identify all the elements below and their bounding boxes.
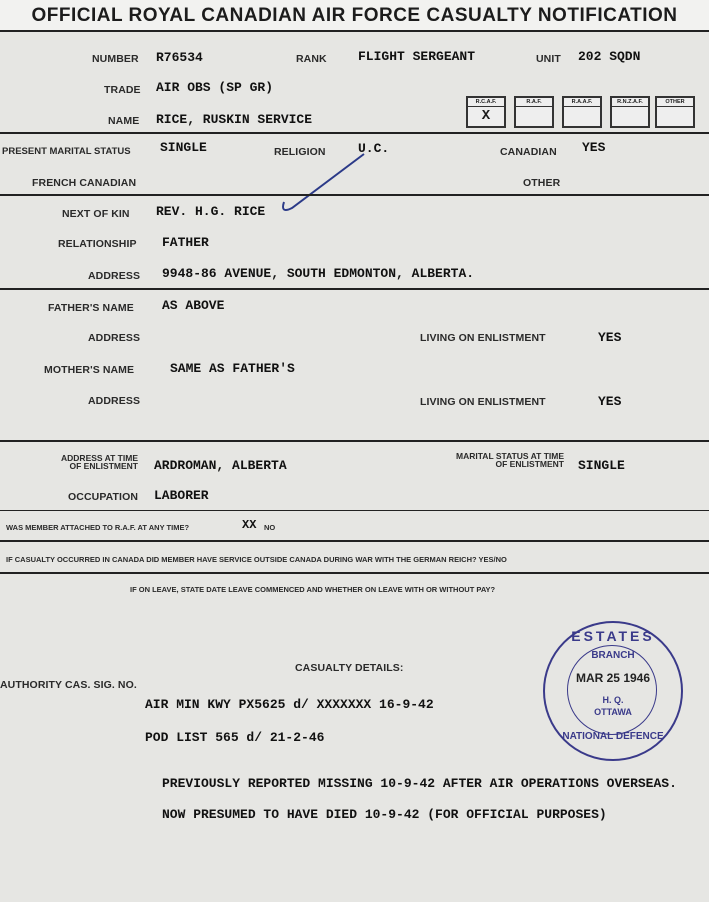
form-title: OFFICIAL ROYAL CANADIAN AIR FORCE CASUALTY NOTIFICATION	[0, 0, 709, 32]
address-value: 9948-86 AVENUE, SOUTH EDMONTON, ALBERTA.	[162, 266, 475, 281]
stamp-hq: H. Q.	[602, 695, 624, 705]
canadian-label: CANADIAN	[500, 146, 557, 158]
casualty-line-4: NOW PRESUMED TO HAVE DIED 10-9-42 (FOR OFFICIAL PURPOSES)	[162, 807, 607, 822]
number-value: R76534	[156, 50, 203, 65]
mother-living-label: LIVING ON ENLISTMENT	[420, 396, 546, 408]
trade-label: TRADE	[104, 84, 141, 96]
father-living-value: YES	[598, 330, 622, 345]
marital-status-label: PRESENT MARITAL STATUS	[2, 146, 131, 157]
service-box-raaf	[562, 96, 602, 128]
stamp-branch: BRANCH	[591, 650, 635, 661]
relationship-value: FATHER	[162, 235, 209, 250]
occupation-label: OCCUPATION	[68, 491, 139, 503]
occupation-value: LABORER	[154, 488, 209, 503]
casualty-line-3: PREVIOUSLY REPORTED MISSING 10-9-42 AFTER AIR OPERATIONS OVERSEAS.	[162, 776, 677, 791]
divider	[0, 194, 709, 196]
box-label: OTHER	[657, 98, 693, 107]
other-label: OTHER	[523, 177, 561, 189]
leave-question: IF ON LEAVE, STATE DATE LEAVE COMMENCED AND WHETHER ON LEAVE WITH OR WITHOUT PAY?	[130, 585, 496, 594]
check-mark-icon	[278, 150, 368, 216]
name-label: NAME	[108, 115, 140, 127]
service-box-rnzaf	[610, 96, 650, 128]
raf-answer-struck: XX	[242, 518, 257, 532]
casualty-line-1: AIR MIN KWY PX5625 d/ XXXXXXX 16-9-42	[145, 697, 434, 712]
raf-question: WAS MEMBER ATTACHED TO R.A.F. AT ANY TIME?	[6, 523, 190, 532]
outside-canada-question: IF CASUALTY OCCURRED IN CANADA DID MEMBER HAVE SERVICE OUTSIDE CANADA DURING WAR WITH THE GERMAN REICH? YES/NO	[6, 555, 507, 564]
divider	[0, 440, 709, 442]
label-line: MARITAL STATUS AT TIME	[456, 451, 564, 461]
stamp-top: ESTATES	[571, 628, 655, 644]
box-label: R.A.A.F.	[564, 98, 600, 107]
stamp-bottom: NATIONAL DEFENCE	[562, 731, 664, 742]
trade-value: AIR OBS (SP GR)	[156, 80, 274, 95]
address-enlistment-value: ARDROMAN, ALBERTA	[154, 458, 287, 473]
marital-status-value: SINGLE	[160, 140, 207, 155]
mothers-name-label: MOTHER'S NAME	[44, 364, 135, 376]
unit-value: 202 SQDN	[578, 49, 641, 64]
casualty-heading: CASUALTY DETAILS:	[295, 662, 404, 674]
fathers-name-value: AS ABOVE	[162, 298, 225, 313]
mothers-name-value: SAME AS FATHER'S	[170, 361, 295, 376]
stamp-city: OTTAWA	[594, 707, 632, 717]
label-line: OF ENLISTMENT	[69, 461, 138, 471]
father-living-label: LIVING ON ENLISTMENT	[420, 332, 546, 344]
service-box-rcaf	[466, 96, 506, 128]
divider	[0, 132, 709, 134]
label-line: OF ENLISTMENT	[495, 459, 564, 469]
service-box-other	[655, 96, 695, 128]
mother-address-label: ADDRESS	[88, 395, 141, 407]
stamp-date: MAR 25 1946	[575, 671, 651, 685]
unit-label: UNIT	[536, 53, 561, 65]
divider	[0, 572, 709, 574]
number-label: NUMBER	[92, 53, 139, 65]
box-value: X	[481, 108, 491, 124]
divider	[0, 540, 709, 542]
next-of-kin-value: REV. H.G. RICE	[156, 204, 266, 219]
estates-branch-stamp	[543, 621, 683, 761]
fathers-name-label: FATHER'S NAME	[48, 302, 134, 314]
father-address-label: ADDRESS	[88, 332, 141, 344]
rank-label: RANK	[296, 53, 327, 65]
service-box-raf	[514, 96, 554, 128]
address-enlistment-label	[40, 454, 138, 470]
mother-living-value: YES	[598, 394, 622, 409]
casualty-line-2: POD LIST 565 d/ 21-2-46	[145, 730, 325, 745]
raf-answer-no: NO	[264, 523, 276, 532]
authority-label: AUTHORITY CAS. SIG. NO.	[0, 679, 137, 691]
next-of-kin-label: NEXT OF KIN	[62, 208, 130, 220]
address-label: ADDRESS	[88, 270, 141, 282]
french-canadian-label: FRENCH CANADIAN	[32, 177, 137, 189]
canadian-value: YES	[582, 140, 606, 155]
marital-enlistment-value: SINGLE	[578, 458, 625, 473]
relationship-label: RELATIONSHIP	[58, 238, 137, 250]
box-label: R.A.F.	[516, 98, 552, 107]
rank-value: FLIGHT SERGEANT	[358, 49, 476, 64]
box-label: R.N.Z.A.F.	[612, 98, 648, 107]
religion-label: RELIGION	[274, 146, 326, 158]
divider	[0, 510, 709, 511]
divider	[0, 288, 709, 290]
box-label: R.C.A.F.	[468, 98, 504, 107]
label-line: ADDRESS AT TIME	[61, 453, 138, 463]
marital-enlistment-label	[430, 452, 564, 468]
religion-value: U.C.	[358, 141, 390, 156]
name-value: RICE, RUSKIN SERVICE	[156, 112, 313, 127]
